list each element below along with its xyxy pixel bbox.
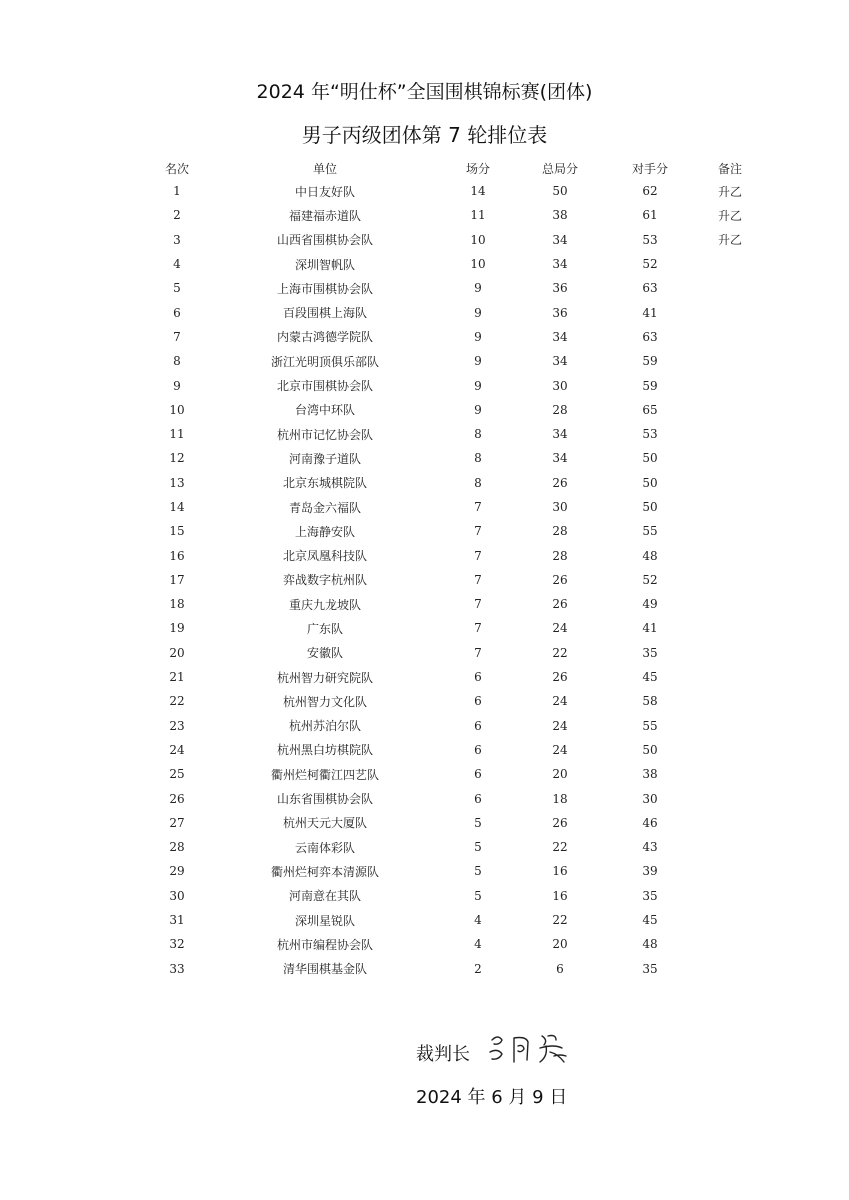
cell-rank: 6 — [173, 305, 181, 320]
table-row — [140, 325, 760, 349]
cell-match-points: 9 — [474, 305, 482, 320]
cell-note — [700, 714, 760, 738]
cell-game-points: 34 — [552, 354, 568, 369]
cell-rank: 27 — [169, 815, 185, 830]
table-row — [140, 252, 760, 276]
cell-match-points: 9 — [474, 378, 482, 393]
cell-match-points: 6 — [474, 742, 482, 757]
cell-opponent-points: 65 — [642, 402, 658, 417]
header-match-points: 场分 — [465, 161, 490, 176]
cell-match-points: 5 — [474, 840, 482, 855]
ranking-table — [140, 157, 760, 981]
table-row — [140, 859, 760, 883]
cell-team: 深圳智帆队 — [294, 257, 355, 272]
cell-note — [700, 689, 760, 713]
cell-match-points: 9 — [474, 402, 482, 417]
table-row — [140, 932, 760, 956]
cell-opponent-points: 63 — [642, 281, 658, 296]
cell-match-points: 7 — [474, 645, 482, 660]
cell-opponent-points: 58 — [642, 694, 658, 709]
cell-match-points: 6 — [474, 670, 482, 685]
cell-team: 云南体彩队 — [294, 840, 355, 855]
cell-rank: 9 — [173, 378, 181, 393]
cell-team: 山东省围棋协会队 — [276, 792, 373, 807]
cell-rank: 24 — [169, 742, 185, 757]
cell-opponent-points: 50 — [642, 500, 658, 514]
cell-team: 清华围棋基金队 — [282, 962, 367, 977]
cell-team: 重庆九龙坡队 — [288, 597, 361, 612]
cell-rank: 11 — [169, 427, 185, 442]
table-row — [140, 714, 760, 738]
cell-note — [700, 786, 760, 810]
cell-rank: 26 — [169, 791, 185, 806]
cell-note — [700, 446, 760, 470]
table-row — [140, 835, 760, 859]
cell-opponent-points: 38 — [642, 767, 658, 782]
cell-note — [700, 738, 760, 762]
cell-rank: 23 — [169, 718, 185, 733]
cell-game-points: 24 — [552, 621, 568, 636]
cell-opponent-points: 41 — [642, 621, 658, 636]
cell-team: 河南意在其队 — [288, 889, 361, 904]
cell-match-points: 7 — [474, 548, 482, 563]
table-row — [140, 276, 760, 300]
table-row — [140, 738, 760, 762]
cell-note — [700, 325, 760, 349]
cell-team: 安徽队 — [306, 646, 343, 661]
cell-match-points: 6 — [474, 767, 482, 782]
table-row — [140, 300, 760, 324]
table-row — [140, 179, 760, 203]
cell-note — [700, 300, 760, 324]
referee-signature — [488, 1030, 580, 1066]
cell-game-points: 34 — [552, 257, 568, 272]
cell-opponent-points: 41 — [642, 305, 658, 320]
cell-team: 内蒙古鸿德学院队 — [276, 330, 373, 345]
table-row — [140, 543, 760, 567]
cell-opponent-points: 43 — [642, 840, 658, 855]
cell-rank: 21 — [169, 670, 185, 685]
cell-rank: 31 — [169, 913, 185, 928]
cell-team: 北京东城棋院队 — [282, 476, 367, 491]
cell-team: 衢州烂柯衢江四艺队 — [270, 767, 379, 782]
cell-note — [700, 543, 760, 567]
table-row — [140, 786, 760, 810]
cell-opponent-points: 45 — [642, 913, 658, 928]
cell-match-points: 9 — [474, 354, 482, 369]
cell-game-points: 28 — [552, 402, 568, 417]
table-row — [140, 641, 760, 665]
cell-rank: 25 — [169, 767, 185, 782]
cell-rank: 14 — [169, 500, 185, 514]
cell-note — [700, 471, 760, 495]
cell-opponent-points: 35 — [642, 888, 658, 903]
cell-opponent-points: 63 — [642, 329, 658, 344]
cell-game-points: 20 — [552, 767, 568, 782]
cell-team: 台湾中环队 — [294, 403, 355, 418]
cell-note — [700, 859, 760, 883]
cell-note — [700, 398, 760, 422]
cell-team: 弈战数字杭州队 — [282, 573, 367, 588]
table-row — [140, 373, 760, 397]
cell-match-points: 7 — [474, 572, 482, 587]
cell-match-points: 8 — [474, 475, 482, 490]
cell-rank: 8 — [173, 354, 181, 369]
cell-game-points: 30 — [552, 500, 568, 514]
cell-game-points: 18 — [552, 791, 568, 806]
table-row — [140, 592, 760, 616]
cell-opponent-points: 59 — [642, 354, 658, 369]
cell-team: 衢州烂柯弈本清源队 — [270, 864, 379, 879]
cell-note — [700, 665, 760, 689]
table-row — [140, 203, 760, 227]
table-row — [140, 398, 760, 422]
cell-note — [700, 762, 760, 786]
cell-team: 河南豫子道队 — [288, 451, 361, 466]
cell-game-points: 24 — [552, 742, 568, 757]
cell-rank: 2 — [173, 208, 181, 223]
header-opponent-points: 对手分 — [631, 161, 668, 176]
page-title: 2024 年“明仕杯”全国围棋锦标赛(团体) — [256, 81, 593, 103]
cell-match-points: 5 — [474, 815, 482, 830]
table-row — [140, 884, 760, 908]
cell-game-points: 36 — [552, 305, 568, 320]
cell-game-points: 28 — [552, 524, 568, 539]
cell-rank: 5 — [173, 281, 181, 296]
cell-match-points: 4 — [474, 937, 482, 952]
cell-note: 升乙 — [717, 184, 742, 199]
cell-team: 杭州智力研究院队 — [276, 670, 373, 685]
cell-rank: 28 — [169, 840, 185, 855]
cell-note — [700, 884, 760, 908]
cell-game-points: 34 — [552, 329, 568, 344]
table-row — [140, 957, 760, 981]
cell-rank: 33 — [169, 961, 185, 976]
cell-match-points: 7 — [474, 524, 482, 539]
cell-team: 青岛金六福队 — [288, 500, 361, 515]
referee-label: 裁判长 — [416, 1044, 470, 1065]
header-rank: 名次 — [164, 161, 189, 176]
cell-match-points: 5 — [474, 888, 482, 903]
cell-rank: 22 — [169, 694, 185, 709]
cell-note — [700, 811, 760, 835]
cell-match-points: 4 — [474, 913, 482, 928]
cell-team: 杭州市编程协会队 — [276, 937, 373, 952]
cell-game-points: 26 — [552, 815, 568, 830]
cell-game-points: 50 — [552, 184, 568, 199]
cell-game-points: 22 — [552, 645, 568, 660]
cell-note — [700, 932, 760, 956]
cell-game-points: 26 — [552, 670, 568, 685]
cell-note — [700, 349, 760, 373]
cell-rank: 10 — [169, 402, 185, 417]
cell-rank: 17 — [169, 572, 185, 587]
cell-opponent-points: 59 — [642, 378, 658, 393]
cell-rank: 16 — [169, 548, 185, 563]
cell-match-points: 6 — [474, 718, 482, 733]
cell-rank: 18 — [169, 597, 185, 612]
cell-note — [700, 422, 760, 446]
cell-opponent-points: 50 — [642, 742, 658, 757]
cell-team: 浙江光明顶俱乐部队 — [270, 354, 379, 369]
cell-note — [700, 616, 760, 640]
cell-match-points: 2 — [474, 961, 482, 976]
cell-rank: 1 — [173, 184, 181, 199]
cell-match-points: 7 — [474, 500, 482, 514]
table-row — [140, 349, 760, 373]
cell-opponent-points: 48 — [642, 937, 658, 952]
cell-game-points: 22 — [552, 840, 568, 855]
cell-match-points: 6 — [474, 694, 482, 709]
cell-note — [700, 641, 760, 665]
cell-game-points: 26 — [552, 597, 568, 612]
cell-opponent-points: 45 — [642, 670, 658, 685]
cell-note — [700, 835, 760, 859]
cell-game-points: 24 — [552, 694, 568, 709]
cell-opponent-points: 35 — [642, 645, 658, 660]
cell-match-points: 7 — [474, 621, 482, 636]
table-row — [140, 665, 760, 689]
cell-team: 中日友好队 — [294, 184, 355, 199]
cell-match-points: 10 — [470, 257, 486, 272]
cell-opponent-points: 53 — [642, 232, 658, 247]
cell-team: 广东队 — [306, 621, 343, 636]
cell-note — [700, 592, 760, 616]
cell-game-points: 16 — [552, 864, 568, 879]
cell-team: 百段围棋上海队 — [282, 306, 367, 321]
cell-opponent-points: 55 — [642, 524, 658, 539]
cell-team: 北京凤凰科技队 — [282, 549, 367, 564]
cell-match-points: 5 — [474, 864, 482, 879]
cell-opponent-points: 55 — [642, 718, 658, 733]
cell-rank: 3 — [173, 232, 181, 247]
cell-game-points: 26 — [552, 572, 568, 587]
table-row — [140, 228, 760, 252]
cell-rank: 13 — [169, 475, 185, 490]
cell-match-points: 9 — [474, 281, 482, 296]
table-row — [140, 811, 760, 835]
cell-rank: 29 — [169, 864, 185, 879]
cell-note: 升乙 — [717, 233, 742, 248]
cell-match-points: 8 — [474, 451, 482, 466]
table-row — [140, 762, 760, 786]
cell-game-points: 24 — [552, 718, 568, 733]
cell-opponent-points: 52 — [642, 257, 658, 272]
cell-opponent-points: 39 — [642, 864, 658, 879]
table-row — [140, 568, 760, 592]
cell-opponent-points: 49 — [642, 597, 658, 612]
cell-match-points: 8 — [474, 427, 482, 442]
cell-team: 杭州苏泊尔队 — [288, 719, 361, 734]
cell-rank: 12 — [169, 451, 185, 466]
header-game-points: 总局分 — [541, 161, 578, 176]
cell-opponent-points: 30 — [642, 791, 658, 806]
table-row — [140, 471, 760, 495]
cell-game-points: 26 — [552, 475, 568, 490]
cell-note: 升乙 — [717, 208, 742, 223]
cell-rank: 7 — [173, 329, 181, 344]
table-row — [140, 446, 760, 470]
cell-note — [700, 957, 760, 981]
cell-note — [700, 568, 760, 592]
cell-game-points: 20 — [552, 937, 568, 952]
cell-match-points: 10 — [470, 232, 486, 247]
cell-game-points: 34 — [552, 232, 568, 247]
page-subtitle: 男子丙级团体第 7 轮排位表 — [301, 123, 548, 147]
cell-game-points: 30 — [552, 378, 568, 393]
table-row — [140, 495, 760, 519]
cell-team: 福建福赤道队 — [288, 208, 361, 223]
cell-rank: 15 — [169, 524, 185, 539]
header-note: 备注 — [717, 161, 742, 176]
table-row — [140, 689, 760, 713]
cell-team: 上海静安队 — [294, 524, 355, 539]
cell-team: 山西省围棋协会队 — [276, 233, 373, 248]
cell-rank: 4 — [173, 257, 181, 272]
cell-note — [700, 252, 760, 276]
cell-note — [700, 519, 760, 543]
cell-rank: 32 — [169, 937, 185, 952]
cell-match-points: 7 — [474, 597, 482, 612]
cell-opponent-points: 52 — [642, 572, 658, 587]
cell-note — [700, 908, 760, 932]
cell-opponent-points: 48 — [642, 548, 658, 563]
cell-team: 北京市围棋协会队 — [276, 379, 373, 394]
cell-game-points: 6 — [556, 961, 564, 976]
cell-team: 杭州智力文化队 — [282, 694, 367, 709]
cell-team: 杭州天元大厦队 — [282, 816, 367, 831]
cell-opponent-points: 50 — [642, 475, 658, 490]
cell-team: 杭州黑白坊棋院队 — [276, 743, 373, 758]
cell-note — [700, 495, 760, 519]
cell-team: 深圳星锐队 — [294, 913, 355, 928]
cell-game-points: 28 — [552, 548, 568, 563]
table-row — [140, 519, 760, 543]
cell-opponent-points: 35 — [642, 961, 658, 976]
cell-team: 杭州市记忆协会队 — [276, 427, 373, 442]
cell-team: 上海市围棋协会队 — [276, 281, 373, 296]
cell-opponent-points: 53 — [642, 427, 658, 442]
cell-match-points: 14 — [470, 184, 486, 199]
date-text: 2024 年 6 月 9 日 — [416, 1087, 568, 1108]
cell-game-points: 34 — [552, 427, 568, 442]
cell-opponent-points: 46 — [642, 815, 658, 830]
cell-match-points: 6 — [474, 791, 482, 806]
header-team: 单位 — [312, 161, 337, 176]
cell-game-points: 22 — [552, 913, 568, 928]
table-row — [140, 908, 760, 932]
cell-opponent-points: 62 — [642, 184, 658, 199]
cell-game-points: 34 — [552, 451, 568, 466]
cell-game-points: 16 — [552, 888, 568, 903]
cell-rank: 20 — [169, 645, 185, 660]
cell-rank: 30 — [169, 888, 185, 903]
cell-opponent-points: 61 — [642, 208, 658, 223]
cell-game-points: 38 — [552, 208, 568, 223]
table-header-row — [140, 157, 760, 179]
table-body — [140, 179, 760, 981]
table-row — [140, 422, 760, 446]
table-row — [140, 616, 760, 640]
cell-match-points: 11 — [470, 208, 486, 223]
cell-note — [700, 276, 760, 300]
cell-opponent-points: 50 — [642, 451, 658, 466]
cell-note — [700, 373, 760, 397]
cell-rank: 19 — [169, 621, 185, 636]
cell-game-points: 36 — [552, 281, 568, 296]
cell-match-points: 9 — [474, 329, 482, 344]
